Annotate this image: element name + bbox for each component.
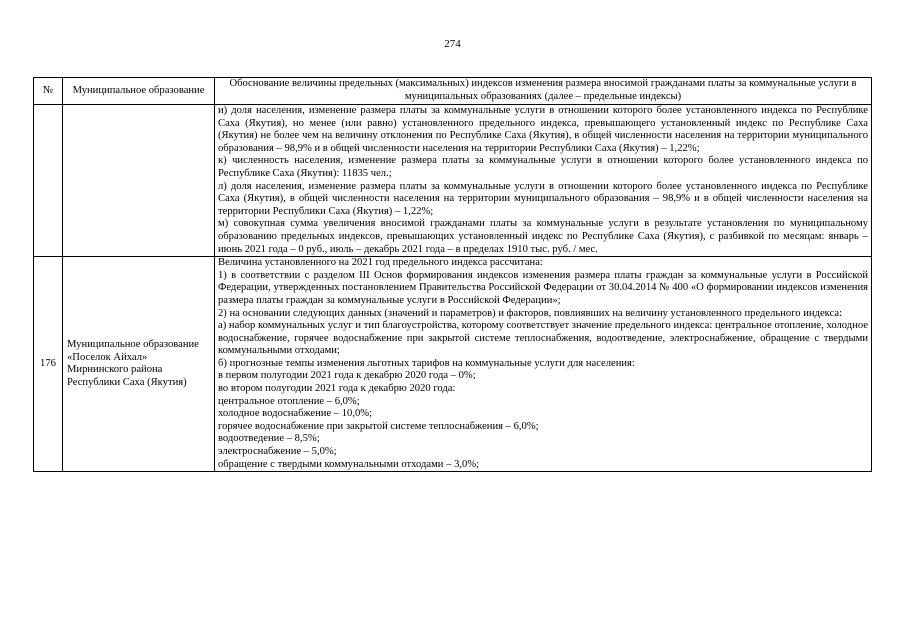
paragraph-1: 1) в соответствии с разделом III Основ формирования индексов изменения размера платы граждан за коммунальные услуги в Российской Федерации, утвержденных постановлением Правительства Российской Федерации от 30.04.2014 № 400 «О формировании индексов изменения размера платы граждан за коммунальные услуги в Российской Федерации»;: [218, 269, 868, 306]
paragraph-2: 2) на основании следующих данных (значений и параметров) и факторов, повлиявших на величину установленного предельного индекса:: [218, 307, 843, 319]
table-row: [34, 257, 872, 472]
header-municipality: Муниципальное образование: [63, 78, 215, 105]
header-justification: Обоснование величины предельных (максимальных) индексов изменения размера вносимой гражданами платы за коммунальные услуги в муниципальных образованиях (далее – предельные индексы): [215, 78, 872, 105]
paragraph-first-half: в первом полугодии 2021 года к декабрю 2020 года – 0%;: [218, 370, 476, 382]
paragraph-electricity: электроснабжение – 5,0%;: [218, 446, 337, 458]
row-municipality: [63, 105, 215, 257]
paragraph-b: б) прогнозные темпы изменения льготных тарифов на коммунальные услуги для населения:: [218, 357, 635, 369]
paragraph-cold-water: холодное водоснабжение – 10,0%;: [218, 408, 373, 420]
paragraph-m: м) совокупная сумма увеличения вносимой гражданами платы за коммунальные услуги в результате установления по муниципальному образованию предельных индексов, превышающих установленный индекс по Республике Саха (Якутия), с разбивкой по месяцам: январь – июнь 2021 года – 0 руб., июль – декабрь 2021 года – в пределах 1910 тыс. руб. / мес.: [218, 218, 868, 255]
paragraph-a: а) набор коммунальных услуг и тип благоустройства, которому соответствует значение предельного индекса: центральное отопление, холодное водоснабжение, горячее водоснабжение при закрытой системе теплоснабжения, водоотведение, электроснабжение, обращение с твердыми коммунальными отходами;: [218, 320, 868, 357]
table-row: [34, 105, 872, 257]
paragraph-hot-water: горячее водоснабжение при закрытой системе теплоснабжения – 6,0%;: [218, 420, 539, 432]
paragraph-l: л) доля населения, изменение размера платы за коммунальные услуги в отношении которого более установленного индекса по Республике Саха (Якутия), в общей численности населения на территории муниципального образования – 98,9% и в общей численности населения на территории Республики Саха (Якутия) – 1,22%;: [218, 180, 868, 217]
page-number: 274: [444, 38, 461, 50]
paragraph-heating: центральное отопление – 6,0%;: [218, 395, 360, 407]
paragraph-k: к) численность населения, изменение размера платы за коммунальные услуги в отношении которого более установленного индекса по Республике Саха (Якутия): 11835 чел.;: [218, 155, 868, 179]
table-header-row: [34, 78, 872, 105]
header-number: №: [34, 78, 63, 105]
paragraph-second-half: во втором полугодии 2021 года к декабрю 2020 года:: [218, 383, 456, 395]
row-justification: [215, 105, 872, 257]
paragraph-sewage: водоотведение – 8,5%;: [218, 433, 320, 445]
paragraph-i: и) доля населения, изменение размера платы за коммунальные услуги в отношении которого более установленного индекса по Республике Саха (Якутия), но менее (или равно) установленного предельного индекса, превышающего установленный индекс по Республике Саха (Якутия) не более чем на величину отклонения по Республике Саха (Якутия), в общей численности населения на территории муниципального образования – 98,9% и в общей численности населения на территории Республики Саха (Якутия) – 1,22%;: [218, 105, 868, 154]
indices-justification-table: [33, 77, 872, 472]
row-number: 176: [34, 257, 63, 472]
paragraph-intro: Величина установленного на 2021 год предельного индекса рассчитана:: [218, 257, 543, 269]
row-number: [34, 105, 63, 257]
row-municipality: Муниципальное образование «Поселок Айхал» Мирнинского района Республики Саха (Якутия): [63, 257, 215, 472]
row-justification: [215, 257, 872, 472]
paragraph-waste: обращение с твердыми коммунальными отходами – 3,0%;: [218, 458, 480, 470]
